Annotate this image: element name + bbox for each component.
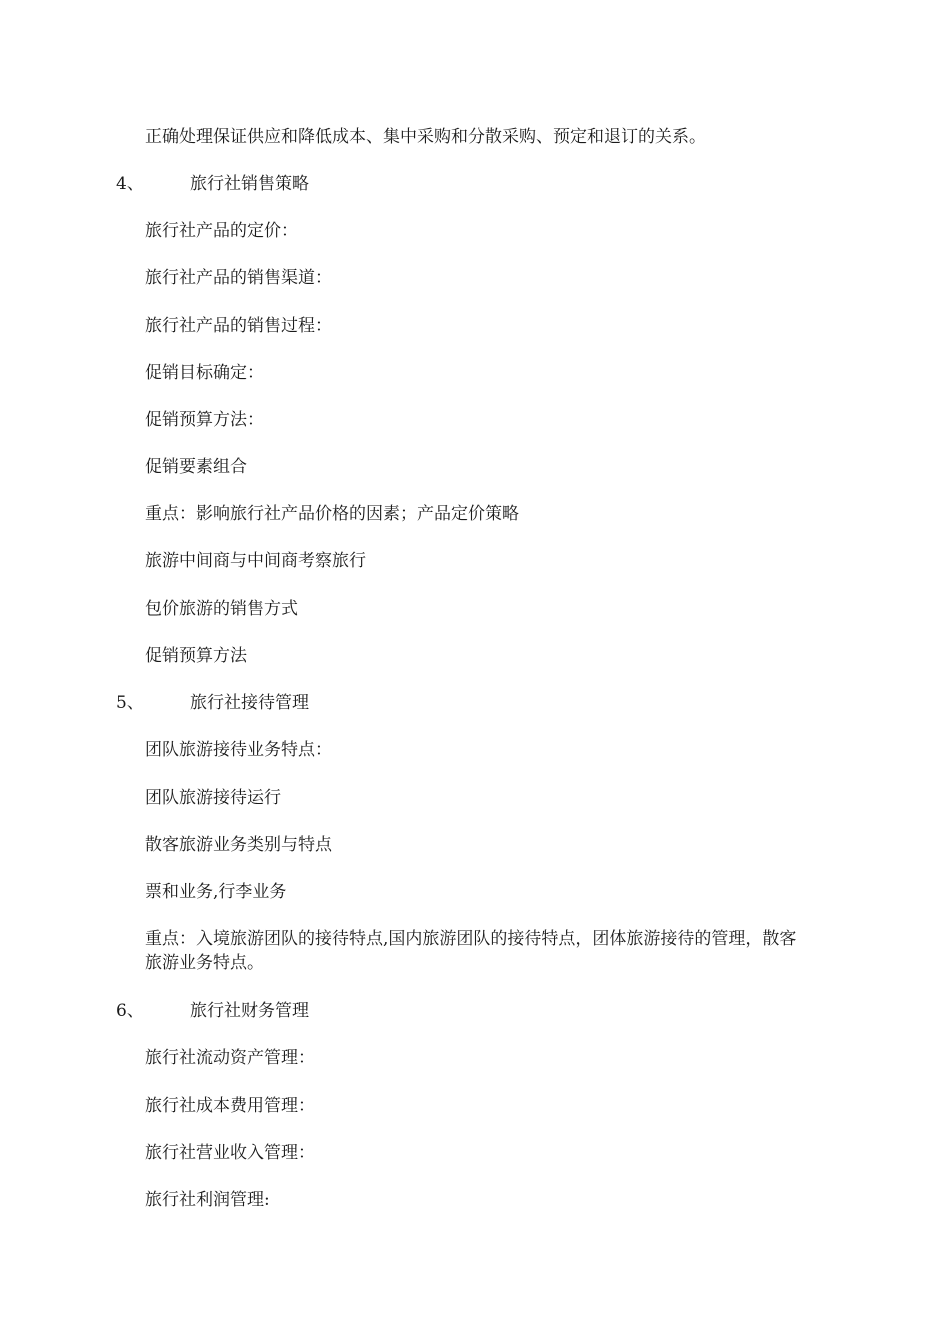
list-item: 旅行社产品的定价： — [145, 221, 298, 241]
list-item: 旅行社成本费用管理： — [145, 1096, 315, 1116]
section-title: 旅行社财务管理 — [190, 1001, 309, 1021]
list-item: 散客旅游业务类别与特点 — [145, 835, 332, 855]
intro-paragraph: 正确处理保证供应和降低成本、集中采购和分散采购、预定和退订的关系。 — [145, 127, 706, 147]
section-title: 旅行社接待管理 — [190, 693, 309, 713]
list-item: 旅行社营业收入管理： — [145, 1143, 315, 1163]
list-item: 旅行社产品的销售过程： — [145, 316, 332, 336]
list-item: 旅行社利润管理: — [145, 1190, 270, 1210]
list-item: 促销预算方法： — [145, 410, 264, 430]
list-item: 团队旅游接待业务特点： — [145, 740, 332, 760]
list-item: 促销目标确定： — [145, 363, 264, 383]
list-item: 团队旅游接待运行 — [145, 788, 281, 808]
key-points: 重点：影响旅行社产品价格的因素；产品定价策略 — [145, 504, 519, 524]
list-item: 旅行社产品的销售渠道： — [145, 268, 332, 288]
section-number: 4、 — [116, 174, 144, 194]
section-title: 旅行社销售策略 — [190, 174, 309, 194]
section-number: 6、 — [116, 1001, 144, 1021]
list-item: 促销要素组合 — [145, 457, 247, 477]
list-item: 旅游中间商与中间商考察旅行 — [145, 551, 366, 571]
list-item: 票和业务,行李业务 — [145, 882, 287, 902]
section-number: 5、 — [116, 693, 144, 713]
list-item: 促销预算方法 — [145, 646, 247, 666]
list-item: 包价旅游的销售方式 — [145, 599, 298, 619]
list-item: 旅行社流动资产管理： — [145, 1048, 315, 1068]
key-points: 重点：入境旅游团队的接待特点,国内旅游团队的接待特点，团体旅游接待的管理，散客旅游业务特点。 — [145, 929, 797, 973]
